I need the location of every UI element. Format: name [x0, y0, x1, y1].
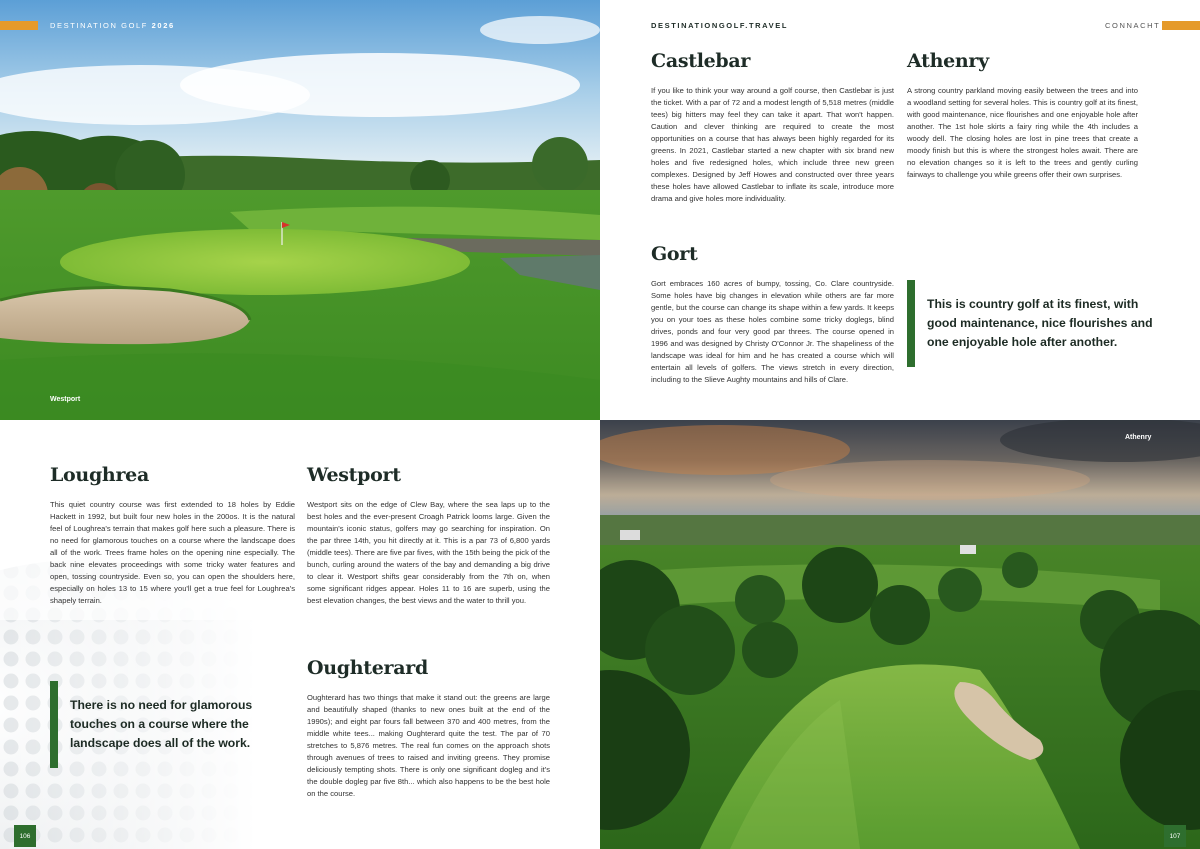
header-left-title	[50, 21, 175, 30]
site-url: DESTINATIONGOLF.TRAVEL	[651, 21, 789, 30]
westport-body: Westport sits on the edge of Clew Bay, where the sea laps up to the best holes and the ever-present Croagh Patrick looms large. Given the mountain's iconic status, golfers may go searching for inspiration. On the par three 14th, you hit directly at it. This is a par 73 of 6,800 yards (middle tees). There are five par fives, with the 15th being the pick of the bunch, curling around the waters of the bay and demanding a big drive to clear it. Westport shifts gear considerably from the 7th on, when some significant ridges appear. Holes 11 to 16 are superb, using the best elevation changes, the best views and the water to thrill you.	[307, 500, 550, 605]
oughterard-body: Oughterard has two things that make it stand out: the greens are large and beautifully shaped (thanks to new ones built at the end of the 1990s); and eight par fours fall between 370 and 400 metres, from the middle white tees... making Oughterard quite the test. The par of 70 stretches to 5,876 metres. The real fun comes on the approach shots through avenues of trees to raised and inviting greens. They promise deliciously tempting shots. There is only one significant dogleg and it's the double dogleg par five 8th... which also happens to be the best hole on the course.	[307, 693, 550, 798]
loughrea-body: This quiet country course was first extended to 18 holes by Eddie Hackett in 1992, but built four new holes in the 200os. It is the natural feel of Loughrea's terrain that makes golf here such a pleasure. There is no need for glamorous touches on a course where the landscape does all of the work. Trees frame holes on the opening nine especially. The back nine elevates proceedings with some tricky water features and open, tossing countryside. Even so, you can open the shoulders here, especially on holes 13 to 15 where you'll get a true feel for Loughrea's shapely terrain.	[50, 500, 295, 605]
castlebar-body: If you like to think your way around a golf course, then Castlebar is just the ticket. With a par of 72 and a modest length of 5,518 metres (middle tees) big hitters may feel they can take it apart. That won't happen. Caution and clever thinking are required to create the most opportunities on a course that has always been highly regarded for its greens. In 2021, Castlebar started a new chapter with six brand new holes and five redesigned holes, which include three new green complexes. Designed by Jeff Howes and constructed over three years these holes have allowed Castlebar to inflate its scale, introduce more drama and give holes more individuality.	[651, 86, 894, 203]
header-site	[651, 21, 788, 30]
westport-title: Westport	[307, 464, 401, 486]
westport-photo	[0, 0, 600, 420]
header-accent-bar-left	[0, 21, 38, 30]
athenry-photo-caption: Athenry	[1125, 434, 1152, 441]
athenry-quote-text: This is country golf at its finest, with good maintenance, nice flourishes and one enjoyable hole after another.	[927, 297, 1153, 349]
loughrea-pull-quote	[50, 681, 280, 768]
athenry-pull-quote	[907, 280, 1162, 367]
athenry-title: Athenry	[907, 50, 989, 72]
magazine-title: DESTINATION GOLF	[50, 21, 148, 30]
page-number-right: 107	[1164, 825, 1186, 847]
page-number-left: 106	[14, 825, 36, 847]
header-accent-bar-right	[1162, 21, 1200, 30]
oughterard-title: Oughterard	[307, 657, 428, 679]
loughrea-title: Loughrea	[50, 464, 149, 486]
header-region: CONNACHT	[1105, 21, 1161, 30]
magazine-year: 2026	[151, 21, 175, 30]
gort-body: Gort embraces 160 acres of bumpy, tossing, Co. Clare countryside. Some holes have big changes in elevation while others are far more gentle, but the course can change its shape within a few yards. It keeps you on your toes as these holes combine some tricky doglegs, blind drives, ponds and four very good par threes. The course opened in 1996 and was designed by Christy O'Connor Jr. The shapeliness of the landscape was ideal for him and he has created a course which will entertain all levels of golfers. The views stretch in every direction, including to the Slieve Aughty mountains and hills of Clare.	[651, 279, 894, 384]
castlebar-title: Castlebar	[651, 50, 751, 72]
athenry-photo	[600, 420, 1200, 849]
gort-title: Gort	[651, 243, 698, 265]
athenry-body: A strong country parkland moving easily between the trees and into a woodland setting for several holes. This is country golf at its finest, with good maintenance, nice flourishes and one enjoyable hole after another. The 1st hole skirts a fairy ring while the 4th includes a woody dell. The closing holes are lost in pine trees that create a moody finish but this is where the strongest holes await. There are no elevation changes so it is left to the trees and gently curling fairways to challenge you while greens offer their own surprises.	[907, 86, 1138, 179]
westport-photo-caption: Westport	[50, 396, 81, 403]
loughrea-quote-text: There is no need for glamorous touches on a course where the landscape does all of the work.	[70, 698, 253, 750]
